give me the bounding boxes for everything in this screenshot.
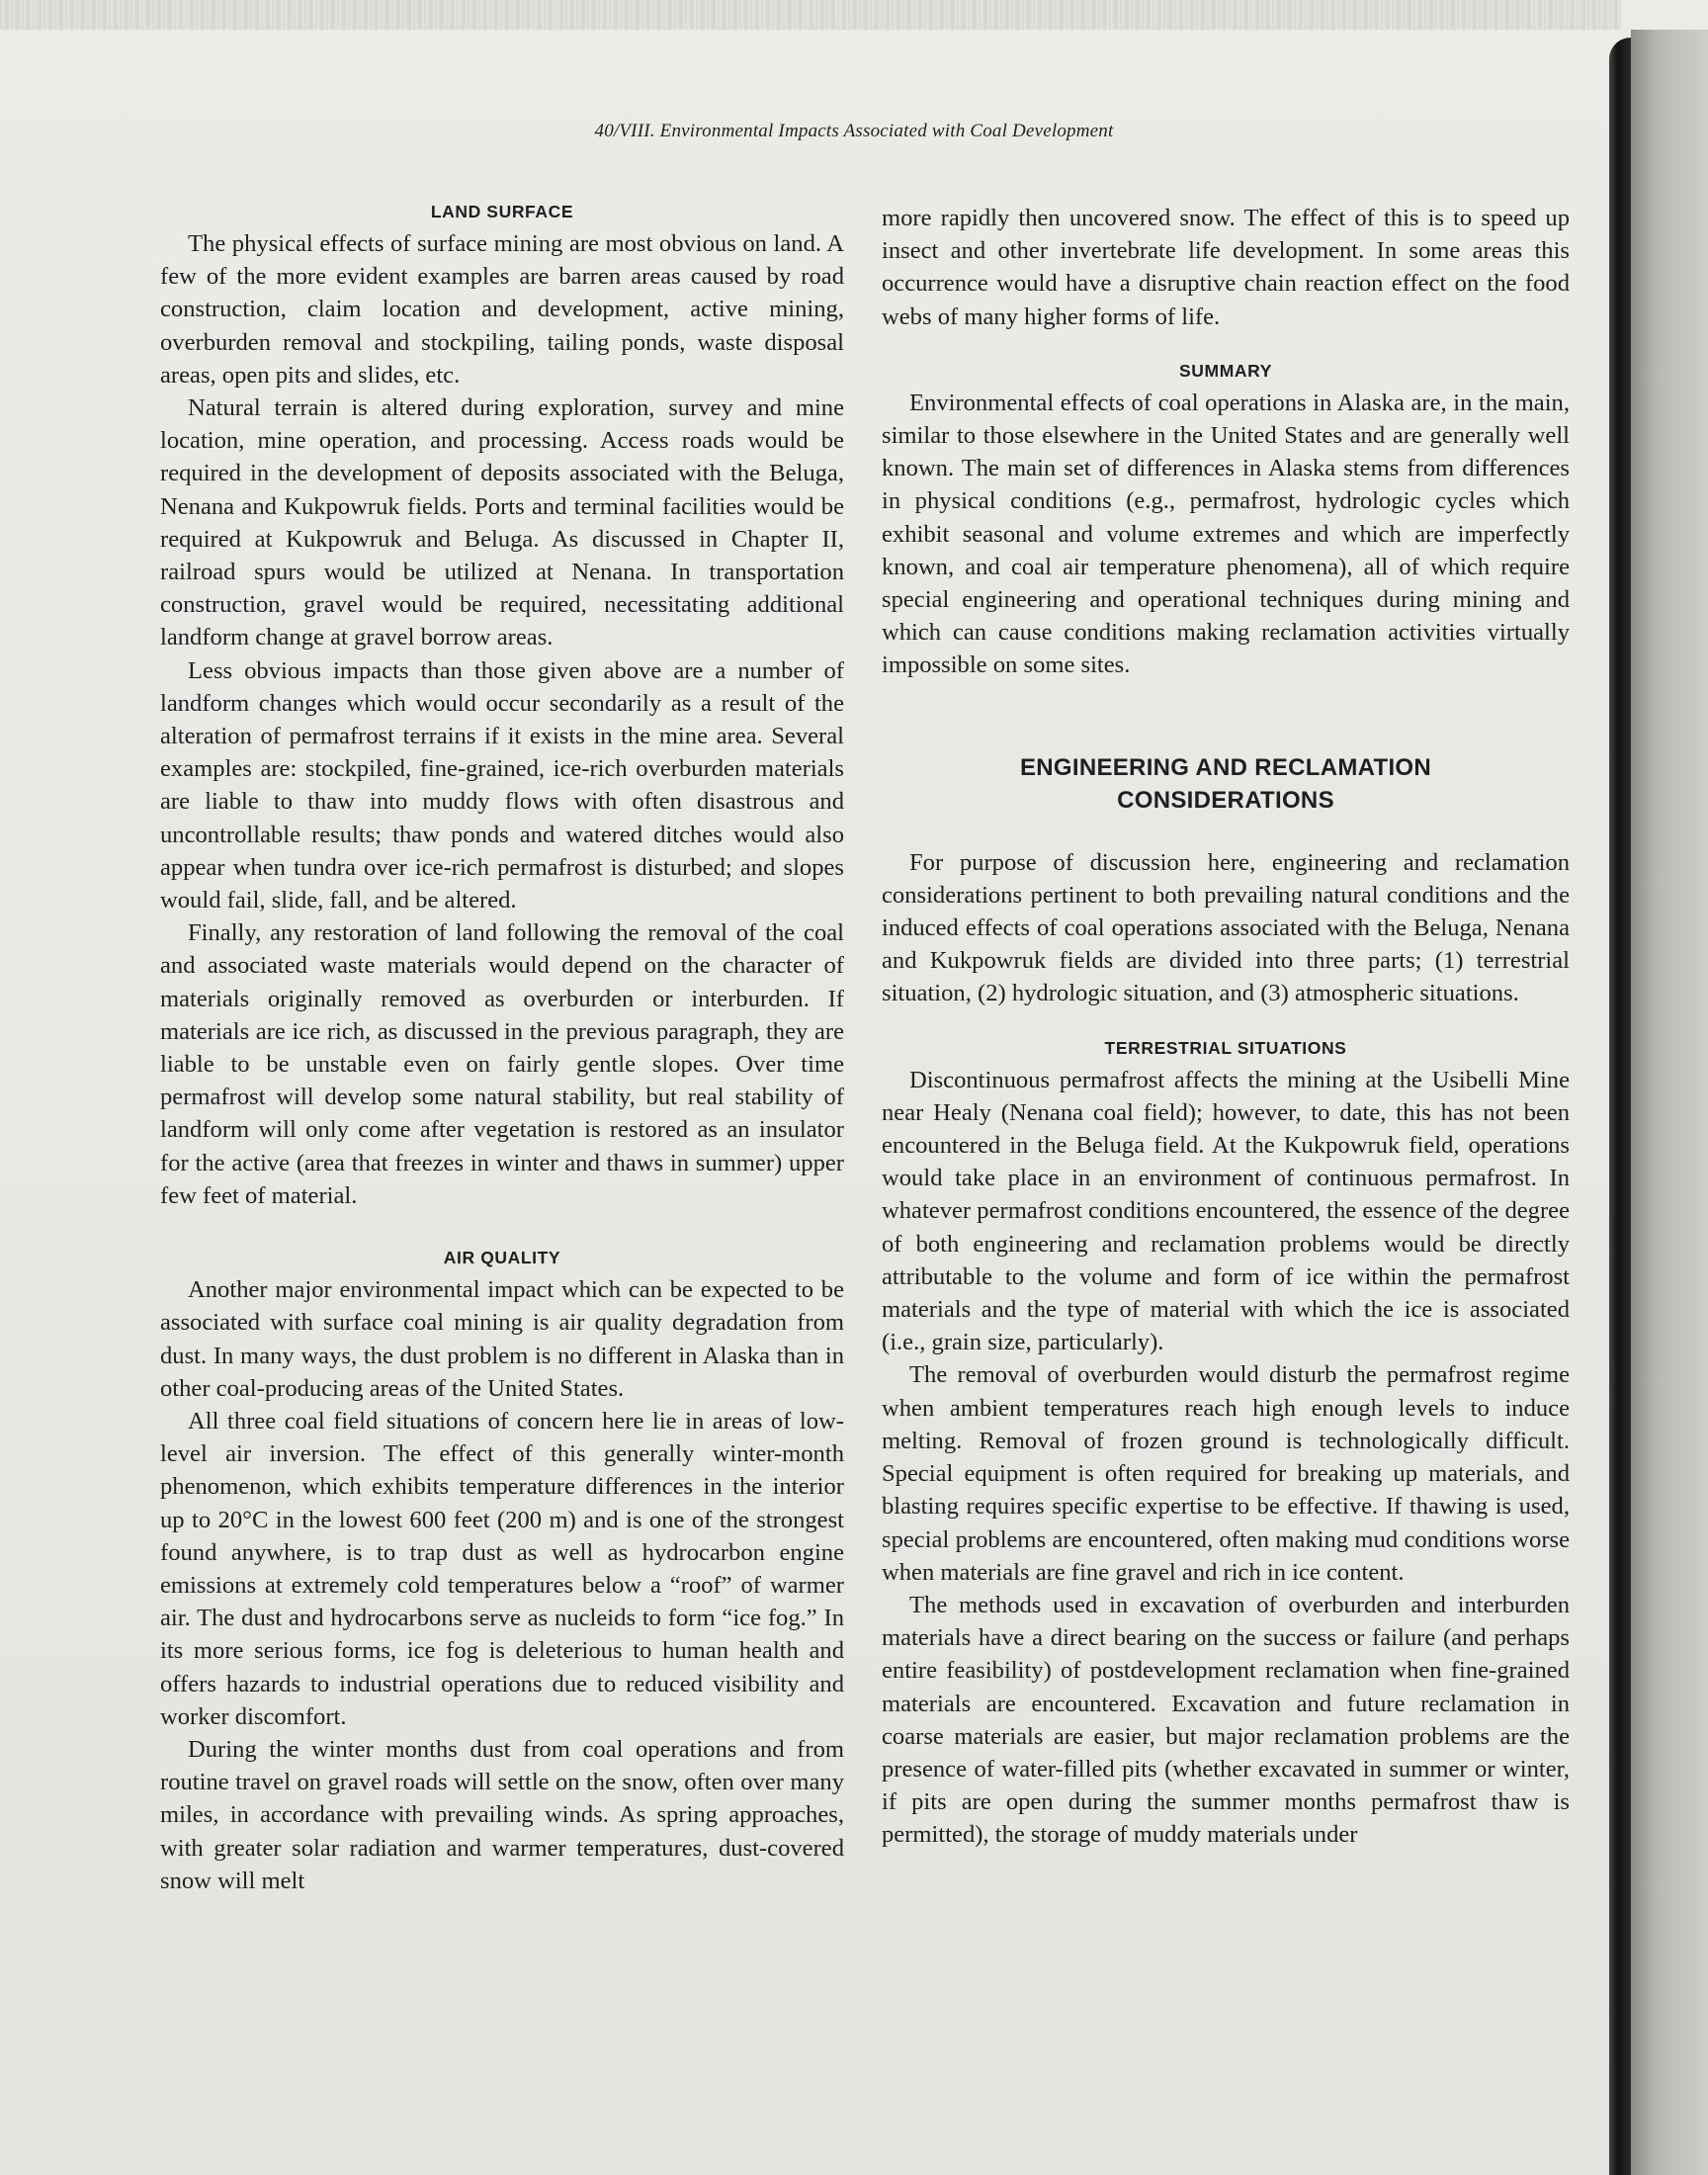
paragraph: The methods used in excavation of overburden and interburden materials have a direct bearing on the success or failure (and perhaps entire feasibility) of postdevelopment reclamation when fine-grained materials are encountered. Excavation and future reclamation in coarse materials are easier, but major reclamation problems are the presence of water-filled pits (whether excavated in summer or winter, if pits are open during the summer months permafrost thaw is permitted), the storage of muddy materials under [882, 1591, 1570, 1849]
paragraph: For purpose of discussion here, engineering and reclamation considerations pertinent to both prevailing natural conditions and the induced effects of coal operations associated with the Beluga, Nenana and Kukpowruk fields are divided into three parts; (1) terrestrial situation, (2) hydrologic situation, and (3) atmospheric situations. [882, 848, 1570, 1007]
paragraph: Environmental effects of coal operations in Alaska are, in the main, similar to those elsewhere in the United States and are generally well known. The main set of differences in Alaska stems from differences in physical conditions (e.g., permafrost, hydrologic cycles which exhibit seasonal and volume extremes and which are imperfectly known, and coal air temperature phenomena), all of which require special engineering and operational techniques during mining and which can cause conditions making reclamation activities virtually impossible on some sites. [882, 389, 1570, 679]
summary-heading: SUMMARY [1179, 360, 1272, 381]
running-header: 40/VIII. Environmental Impacts Associated with Coal Development [594, 121, 1114, 141]
paragraph: Less obvious impacts than those given above are a number of landform changes which would occur secondarily as a result of the alteration of permafrost terrains if it exists in the mine area. Several examples are: stockpiled, fine-grained, ice-rich overburden materials are liable to thaw into muddy flows with often disastrous and uncontrollable results; thaw ponds and watered ditches would also appear when tundra over ice-rich permafrost is disturbed; and slopes would fail, slide, fall, and be altered. [160, 656, 844, 914]
paragraph: Natural terrain is altered during exploration, survey and mine location, mine operation, and processing. Access roads would be required in the development of deposits associated with the Beluga, Nenana and Kukpowruk fields. Ports and terminal facilities would be required at Kukpowruk and Beluga. As discussed in Chapter II, railroad spurs would be utilized at Nenana. In transportation construction, gravel would be required, necessitating additional landform change at gravel borrow areas. [160, 394, 844, 652]
paragraph: All three coal field situations of concern here lie in areas of low-level air inversion. The effect of this generally winter-month phenomenon, which exhibits temperature differences in the interior up to 20°C in the lowest 600 feet (200 m) and is one of the strongest found anywhere, is to trap dust as well as hydrocarbon engine emissions at extremely cold temperatures below a “roof” of warmer air. The dust and hydrocarbons serve as nucleids to form “ice fog.” In its more serious forms, ice fog is deleterious to human health and offers hazards to industrial operations due to reduced visibility and worker discomfort. [160, 1407, 844, 1730]
paragraph: The removal of overburden would disturb the permafrost regime when ambient temperatures reach high enough levels to induce melting. Removal of frozen ground is technologically difficult. Special equipment is often required for breaking up materials, and blasting requires specific expertise to be effective. If thawing is used, special problems are encountered, often making mud conditions worse when materials are fine gravel and rich in ice content. [882, 1361, 1570, 1586]
paragraph-continuation: more rapidly then uncovered snow. The effect of this is to speed up insect and other invertebrate life development. In some areas this occurrence would have a disruptive chain reaction effect on the food webs of many higher forms of life. [882, 205, 1570, 330]
left-column [160, 196, 844, 1897]
paragraph: During the winter months dust from coal operations and from routine travel on gravel roads will settle on the snow, often over many miles, in accordance with prevailing winds. As spring approaches, with greater solar radiation and warmer temperatures, dust-covered snow will melt [160, 1735, 844, 1894]
paragraph: Finally, any restoration of land following the removal of the coal and associated waste materials would depend on the character of materials originally removed as overburden or interburden. If materials are ice rich, as discussed in the previous paragraph, they are liable to be unstable even on fairly gentle slopes. Over time permafrost will develop some natural stability, but real stability of landform will only come after vegetation is restored as an insulator for the active (area that freezes in winter and thaws in summer) upper few feet of material. [160, 919, 844, 1209]
paragraph: Another major environmental impact which can be expected to be associated with surface coal mining is air quality degradation from dust. In many ways, the dust problem is no different in Alaska than in other coal-producing areas of the United States. [160, 1276, 844, 1402]
engineering-heading-line1: ENGINEERING AND RECLAMATION [1019, 753, 1432, 781]
right-column [882, 202, 1570, 1852]
scan-edge-top [0, 0, 1621, 30]
terrestrial-heading: TERRESTRIAL SITUATIONS [1104, 1037, 1347, 1058]
engineering-heading-line2: CONSIDERATIONS [1117, 786, 1334, 814]
paragraph: Discontinuous permafrost affects the mining at the Usibelli Mine near Healy (Nenana coal field); however, to date, this has not been encountered in the Beluga field. At the Kukpowruk field, operations would take place in an environment of continuous permafrost. In whatever permafrost conditions encountered, the essence of the degree of both engineering and reclamation problems would be directly attributable to the volume and form of ice within the permafrost materials and the type of material with which the ice is associated (i.e., grain size, particularly). [882, 1066, 1570, 1356]
book-binding-shadow [1631, 30, 1708, 2175]
book-binding-edge [1609, 38, 1631, 2175]
air-quality-heading: AIR QUALITY [443, 1248, 561, 1268]
paragraph: The physical effects of surface mining are most obvious on land. A few of the more evident examples are barren areas caused by road construction, claim location and development, active mining, overburden removal and stockpiling, tailing ponds, waste disposal areas, open pits and slides, etc. [160, 230, 844, 389]
land-surface-heading: LAND SURFACE [430, 202, 574, 221]
